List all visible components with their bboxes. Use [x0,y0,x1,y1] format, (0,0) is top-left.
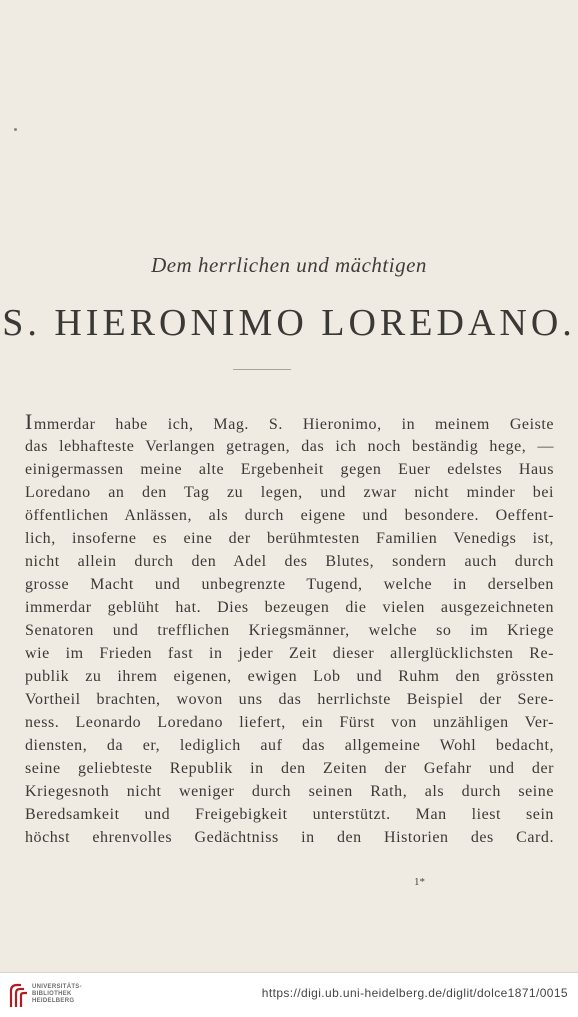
text-line: lich, insoferne es eine der berühmtesten Familien Venedigs ist, [25,530,554,547]
text-line: grosse Macht und unbegrenzte Tugend, welche in derselben [25,576,554,593]
text-line: diensten, da er, lediglich auf das allgemeine Wohl bedacht, [25,737,554,754]
text-line: Vortheil brachten, wovon uns das herrlichste Beispiel der Sere- [25,691,554,708]
heidelberg-library-logo-icon[interactable] [8,982,30,1009]
signature-mark: 1* [414,876,425,888]
text-line: das lebhafteste Verlangen getragen, das ich noch beständig hege, — [25,438,554,455]
text-line: einigermassen meine alte Ergebenheit gegen Euer edelstes Haus [25,461,554,478]
dedication-line: Dem herrlichen und mächtigen [151,253,427,277]
first-line-rest: mmerdar habe ich, Mag. S. Hieronimo, in meinem Geiste [33,416,554,433]
source-url-link[interactable]: https://digi.ub.uni-heidelberg.de/diglit/dolce1871/0015 [261,986,568,1000]
text-line: höchst ehrenvolles Gedächtniss in den Historien des Card. [25,829,554,846]
text-line-1 [25,409,554,435]
text-line: publik zu ihrem eigenen, ewigen Lob und Ruhm den grössten [25,668,554,685]
text-line: immerdar geblüht hat. Dies bezeugen die vielen ausgezeichneten [25,599,554,616]
text-line: seine geliebteste Republik in den Zeiten der Gefahr und der [25,760,554,777]
text-line: ness. Leonardo Loredano liefert, ein Fürst von unzähligen Ver- [25,714,554,731]
text-line: Kriegesnoth nicht weniger durch seinen Rath, als durch seine [25,783,554,800]
initial-letter: I [25,409,33,434]
text-line: nicht allein durch den Adel des Blutes, sondern auch durch [25,553,554,570]
text-line: wie im Frieden fast in jeder Zeit dieser allerglücklichsten Re- [25,645,554,662]
page-speck [14,128,17,131]
text-line: öffentlichen Anlässen, als durch eigene und besondere. Oeffent- [25,507,554,524]
text-line: Beredsamkeit und Freigebigkeit unterstützt. Man liest sein [25,806,554,823]
library-name-line: UNIVERSITÄTS- [32,984,82,990]
text-line: Senatoren und trefflichen Kriegsmänner, welche so im Kriege [25,622,554,639]
library-name [32,984,82,1005]
body-text [25,409,554,849]
library-name-line: BIBLIOTHEK [32,991,72,997]
text-line: Loredano an den Tag zu legen, und zwar nicht minder bei [25,484,554,501]
dedicatee-name: S. HIERONIMO LOREDANO. [2,302,576,344]
footer-bar [0,972,578,1017]
library-name-line: HEIDELBERG [32,998,75,1004]
divider-rule [233,369,291,370]
